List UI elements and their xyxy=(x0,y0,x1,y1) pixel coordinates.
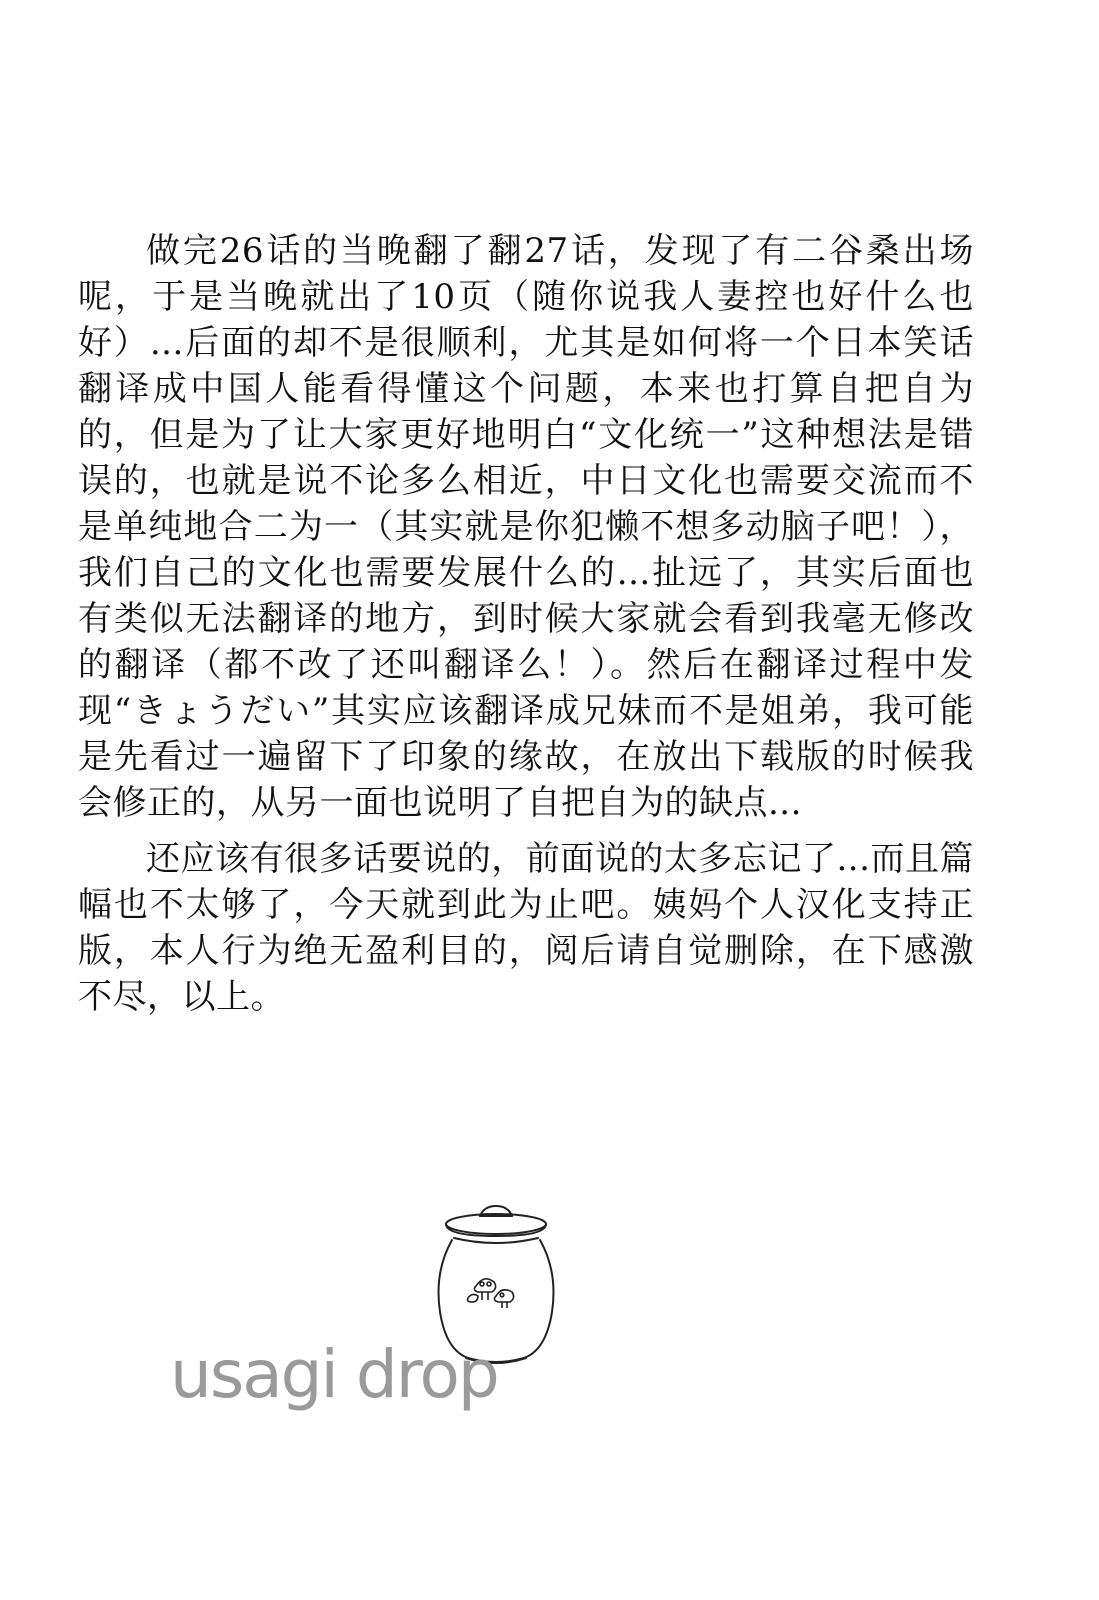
note-paragraph-2: 还应该有很多话要说的，前面说的太多忘记了...而且篇幅也不太够了，今天就到此为止吧。姨妈个人汉化支持正版，本人行为绝无盈利目的，阅后请自觉删除，在下感激不尽，以上。 xyxy=(78,839,974,1017)
note-paragraph-1: 做完26话的当晚翻了翻27话，发现了有二谷桑出场呢，于是当晚就出了10页（随你说我人妻控也好什么也好）...后面的却不是很顺利，尤其是如何将一个日本笑话翻译成中国人能看得懂这个问题，本来也打算自把自为的，但是为了让大家更好地明白“文化统一”这种想法是错误的，也就是说不论多么相近，中日文化也需要交流而不是单纯地合二为一（其实就是你犯懒不想多动脑子吧！），我们自己的文化也需要发展什么的...扯远了，其实后面也有类似无法翻译的地方，到时候大家就会看到我毫无修改的翻译（都不改了还叫翻译么！）。然后在翻译过程中发现“きょうだい”其实应该翻译成兄妹而不是姐弟，我可能是先看过一遍留下了印象的缘故，在放出下载版的时候我会修正的，从另一面也说明了自把自为的缺点... xyxy=(78,231,974,823)
usagi-drop-logo: usagi drop xyxy=(170,1336,498,1413)
translator-note xyxy=(78,228,974,1020)
